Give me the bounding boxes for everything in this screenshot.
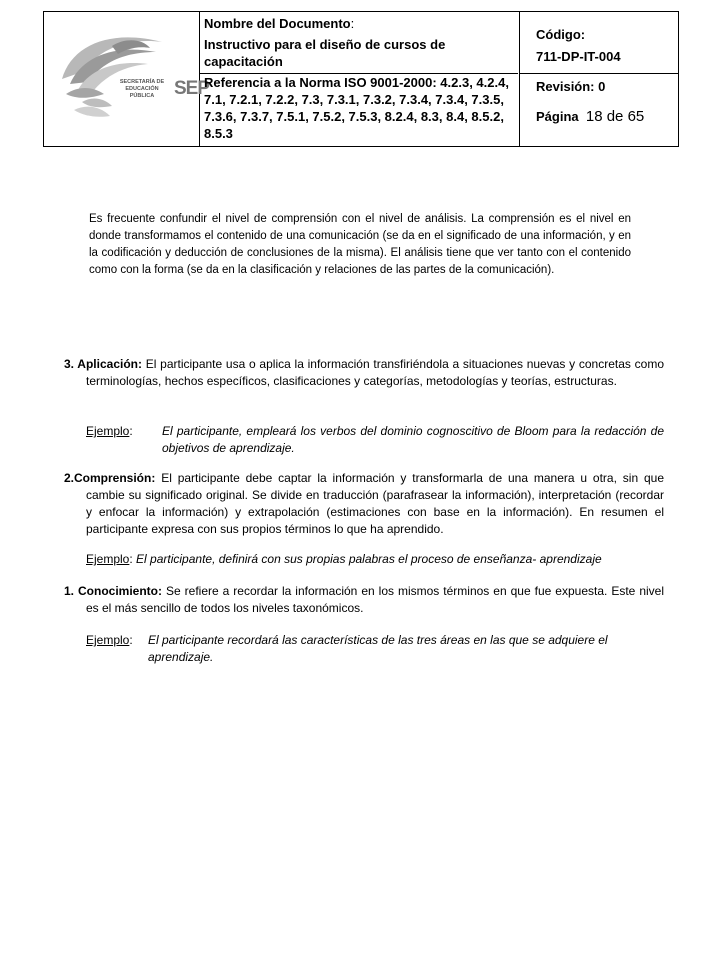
doc-title: Instructivo para el diseño de cursos de capacitación: [204, 37, 446, 69]
level-text: El participante debe captar la información y transformarla de una manera u otra, sin que cambie su significado original. Se divide en traducción (parafrasear la información), interpretación (recordar y enfocar la información) y extrapolación (estimaciones con base en la información). En resumen el participante expresa con sus propios términos lo que ha aprendido.: [86, 471, 664, 536]
logo-text: SECRETARÍA DE EDUCACIÓN PÚBLICA: [119, 79, 165, 99]
control-cell: [520, 12, 678, 146]
document-info-cell: [200, 12, 520, 146]
doc-name-label: Nombre del Documento: [204, 16, 351, 31]
logo-cell: [44, 12, 210, 146]
level-title: 2.Comprensión:: [64, 471, 156, 485]
logo-sep-letters: SEP: [174, 78, 210, 99]
example-comprension: Ejemplo: El participante, definirá con sus propias palabras el proceso de enseñanza- aprendizaje: [86, 552, 602, 566]
code-block: [520, 12, 678, 74]
example-aplicacion: Ejemplo: El participante, empleará los verbos del dominio cognoscitivo de Bloom para la redacción de objetivos de aprendizaje.: [86, 424, 664, 455]
example-label: Ejemplo: [86, 424, 130, 438]
level-text: El participante usa o aplica la información transfiriéndola a situaciones nuevas y concretas como terminologías, hechos específicos, clasificaciones y categorías, metodologías y teorías, estructuras.: [86, 357, 664, 388]
doc-name-colon: :: [350, 16, 355, 31]
example-text: El participante recordará las características de las tres áreas en las que se adquiere el aprendizaje.: [148, 633, 608, 664]
example-text: El participante, definirá con sus propias palabras el proceso de enseñanza- aprendizaje: [136, 552, 602, 566]
page-value: 18 de 65: [585, 108, 645, 125]
intro-paragraph: Es frecuente confundir el nivel de comprensión con el nivel de análisis. La comprensión es el nivel en donde transformamos el contenido de una comunicación (se da en el significado de una información, y en la codificación y deducción de conclusiones de la misma). El análisis tiene que ver tanto con el contenido como con la forma (se da en la clasificación y relaciones de las partes de la comunicación).: [89, 213, 631, 276]
code-label: Código:: [536, 27, 586, 42]
example-conocimiento: Ejemplo: El participante recordará las características de las tres áreas en las que se adquiere el aprendizaje.: [86, 632, 646, 666]
level-title: 1. Conocimiento:: [64, 584, 162, 598]
page-number: [536, 108, 644, 125]
iso-reference: Referencia a la Norma ISO 9001-2000: 4.2.3, 4.2.4, 7.1, 7.2.1, 7.2.2, 7.3, 7.3.1, 7.3.2, 7.3.4, 7.3.4, 7.3.5, 7.3.6, 7.3.7, 7.5.1, 7.5.2, 7.5.3, 8.2.4, 8.3, 8.4, 8.5.2, 8.5.3: [204, 75, 509, 141]
level-conocimiento: [64, 583, 664, 617]
page-label: Página: [536, 109, 579, 124]
revision: Revisión: 0: [536, 79, 606, 94]
document-name-block: [200, 12, 518, 74]
example-label: Ejemplo: [86, 633, 130, 647]
sep-eagle-logo: [52, 24, 196, 124]
document-header: [43, 11, 679, 147]
example-text: El participante, empleará los verbos del dominio cognoscitivo de Bloom para la redacción de objetivos de aprendizaje.: [162, 424, 664, 455]
level-title: 3. Aplicación:: [64, 357, 142, 371]
example-label: Ejemplo: [86, 552, 130, 566]
level-text: Se refiere a recordar la información en los mismos términos en que fue expuesta. Este nivel es el más sencillo de todos los niveles taxonómicos.: [86, 584, 664, 615]
code-value: 711-DP-IT-004: [536, 49, 621, 64]
level-comprension: [64, 470, 664, 538]
level-aplicacion: [64, 356, 664, 390]
